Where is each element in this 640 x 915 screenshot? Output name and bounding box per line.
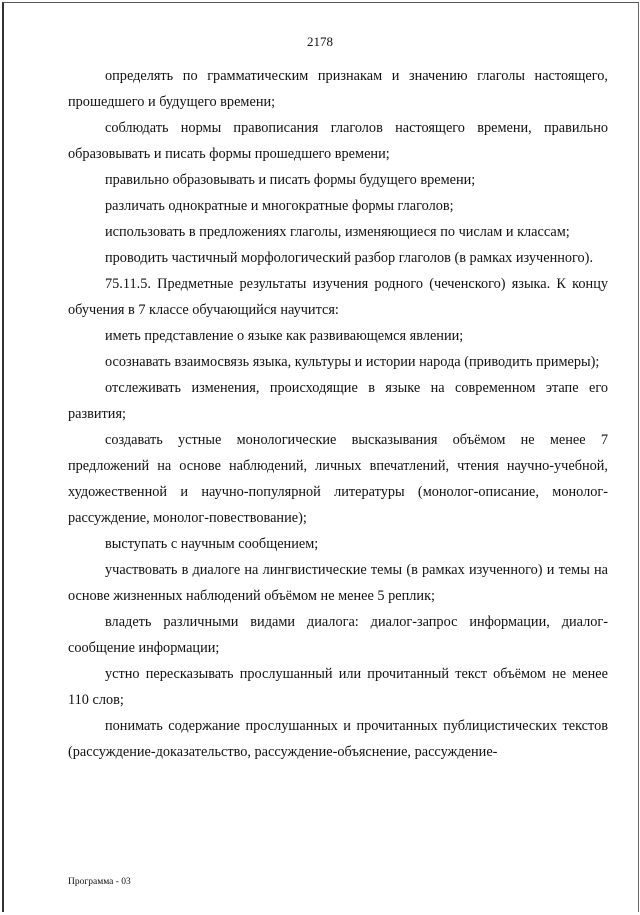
paragraph: владеть различными видами диалога: диалог-запрос информации, диалог-сообщение информации; — [68, 614, 608, 656]
document-body — [68, 63, 608, 765]
page-number: 2178 — [307, 34, 333, 49]
page-footer: Программа - 03 — [68, 877, 131, 887]
paragraph: выступать с научным сообщением; — [105, 536, 319, 552]
paragraph: участвовать в диалоге на лингвистические темы (в рамках изученного) и темы на основе жизненных наблюдений объёмом не менее 5 реплик; — [68, 562, 608, 604]
paragraph: использовать в предложениях глаголы, изменяющиеся по числам и классам; — [105, 224, 570, 240]
section-heading-paragraph: 75.11.5. Предметные результаты изучения родного (чеченского) языка. К концу обучения в 7 классе обучающийся научится: — [68, 276, 608, 318]
paragraph: отслеживать изменения, происходящие в языке на современном этапе его развития; — [68, 380, 608, 422]
paragraph: проводить частичный морфологический разбор глаголов (в рамках изученного). — [105, 250, 594, 266]
paragraph: соблюдать нормы правописания глаголов настоящего времени, правильно образовывать и писать формы прошедшего времени; — [68, 120, 608, 162]
paragraph: устно пересказывать прослушанный или прочитанный текст объёмом не менее 110 слов; — [68, 666, 608, 708]
paragraph: различать однократные и многократные формы глаголов; — [105, 198, 454, 214]
paragraph: правильно образовывать и писать формы будущего времени; — [105, 172, 476, 188]
paragraph: понимать содержание прослушанных и прочитанных публицистических текстов (рассуждение-доказательство, рассуждение-объяснение, рассуждение- — [68, 718, 608, 760]
paragraph: иметь представление о языке как развивающемся явлении; — [105, 328, 464, 344]
paragraph: создавать устные монологические высказывания объёмом не менее 7 предложений на основе наблюдений, личных впечатлений, чтения научно-учебной, художественной и научно-популярной литературы (монолог-описание, монолог-рассуждение, монолог-повествование); — [68, 432, 608, 526]
paragraph: осознавать взаимосвязь языка, культуры и истории народа (приводить примеры); — [105, 354, 600, 370]
paragraph: определять по грамматическим признакам и значению глаголы настоящего, прошедшего и будущего времени; — [68, 68, 608, 110]
